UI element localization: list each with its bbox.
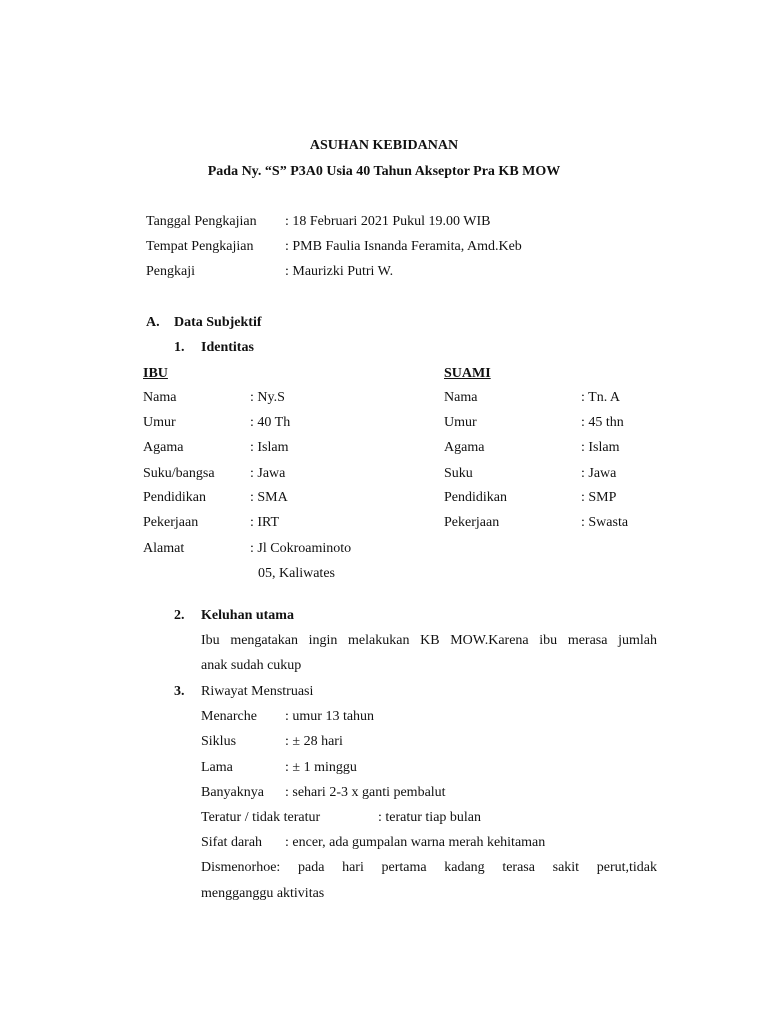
ibu-label-umur: Umur <box>143 415 176 430</box>
doc-title: ASUHAN KEBIDANAN <box>309 138 459 153</box>
suami-label-nama: Nama <box>444 390 478 405</box>
item1-title: Identitas <box>201 340 254 355</box>
section-a-title: Data Subjektif <box>174 315 262 330</box>
suami-value-umur: : 45 thn <box>581 415 624 430</box>
suami-label-pendidikan: Pendidikan <box>444 490 507 505</box>
meta-label-pengkaji: Pengkaji <box>146 264 195 279</box>
suami-label-agama: Agama <box>444 440 485 455</box>
section-a-marker: A. <box>146 315 160 330</box>
meta-value-tempat: : PMB Faulia Isnanda Feramita, Amd.Keb <box>285 239 522 254</box>
item3-title: Riwayat Menstruasi <box>201 684 314 699</box>
suami-value-pekerjaan: : Swasta <box>581 515 629 530</box>
item2-text-line2: anak sudah cukup <box>201 658 302 673</box>
meta-label-tempat: Tempat Pengkajian <box>146 239 254 254</box>
suami-heading: SUAMI <box>444 366 491 381</box>
menarche-value: : umur 13 tahun <box>285 709 375 724</box>
doc-subtitle: Pada Ny. “S” P3A0 Usia 40 Tahun Akseptor Pra KB MOW <box>207 164 561 179</box>
ibu-value-suku: : Jawa <box>250 466 286 481</box>
lama-label: Lama <box>201 760 233 775</box>
ibu-value-nama: : Ny.S <box>250 390 285 405</box>
siklus-value: : ± 28 hari <box>285 734 343 749</box>
ibu-heading: IBU <box>143 366 168 381</box>
ibu-label-nama: Nama <box>143 390 177 405</box>
dismenorhoe-line2: mengganggu aktivitas <box>201 886 325 901</box>
meta-value-tanggal: : 18 Februari 2021 Pukul 19.00 WIB <box>285 214 491 229</box>
ibu-value-alamat: : Jl Cokroaminoto <box>250 541 352 556</box>
suami-value-pendidikan: : SMP <box>581 490 617 505</box>
ibu-label-pekerjaan: Pekerjaan <box>143 515 199 530</box>
banyaknya-value: : sehari 2-3 x ganti pembalut <box>285 785 446 800</box>
teratur-label: Teratur / tidak teratur <box>201 810 321 825</box>
dismenorhoe-line1: Dismenorhoe: pada hari pertama kadang terasa sakit perut,tidak <box>201 860 657 875</box>
ibu-label-agama: Agama <box>143 440 184 455</box>
ibu-value-agama: : Islam <box>250 440 289 455</box>
suami-value-nama: : Tn. A <box>581 390 621 405</box>
item2-text-line1: Ibu mengatakan ingin melakukan KB MOW.Karena ibu merasa jumlah <box>201 633 657 648</box>
ibu-label-pendidikan: Pendidikan <box>143 490 206 505</box>
suami-value-agama: : Islam <box>581 440 620 455</box>
ibu-value-umur: : 40 Th <box>250 415 291 430</box>
item2-title: Keluhan utama <box>201 608 294 623</box>
ibu-label-suku: Suku/bangsa <box>143 466 215 481</box>
meta-value-pengkaji: : Maurizki Putri W. <box>285 264 394 279</box>
suami-label-suku: Suku <box>444 466 473 481</box>
ibu-label-alamat: Alamat <box>143 541 185 556</box>
meta-label-tanggal: Tanggal Pengkajian <box>146 214 257 229</box>
item1-number: 1. <box>174 340 185 355</box>
banyaknya-label: Banyaknya <box>201 785 264 800</box>
teratur-value: : teratur tiap bulan <box>378 810 482 825</box>
menarche-label: Menarche <box>201 709 257 724</box>
item2-number: 2. <box>174 608 185 623</box>
ibu-value-alamat-cont: 05, Kaliwates <box>258 566 335 581</box>
suami-value-suku: : Jawa <box>581 466 617 481</box>
sifat-darah-label: Sifat darah <box>201 835 263 850</box>
sifat-darah-value: : encer, ada gumpalan warna merah kehitaman <box>285 835 546 850</box>
ibu-value-pekerjaan: : IRT <box>250 515 280 530</box>
suami-label-pekerjaan: Pekerjaan <box>444 515 500 530</box>
item3-number: 3. <box>174 684 185 699</box>
suami-label-umur: Umur <box>444 415 477 430</box>
siklus-label: Siklus <box>201 734 237 749</box>
lama-value: : ± 1 minggu <box>285 760 357 775</box>
ibu-value-pendidikan: : SMA <box>250 490 288 505</box>
